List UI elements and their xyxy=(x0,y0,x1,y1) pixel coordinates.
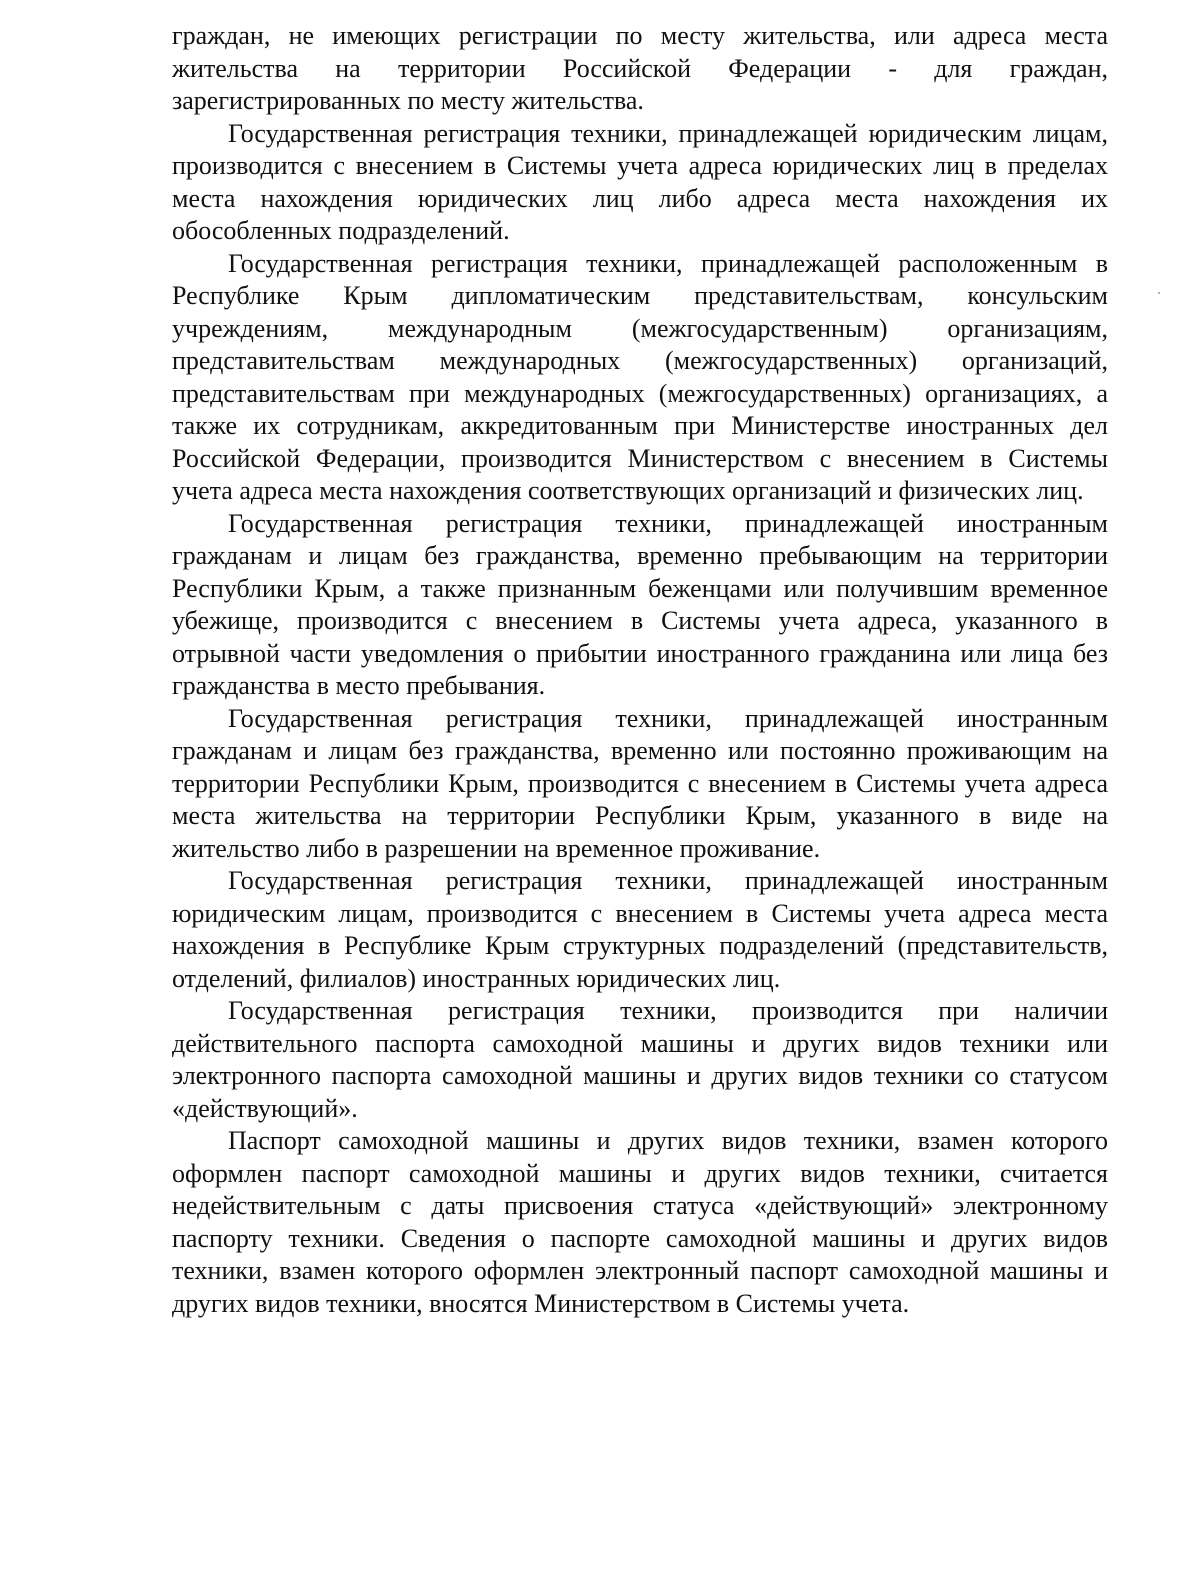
paragraph-foreign-legal-entities: Государственная регистрация техники, принадлежащей иностранным юридическим лицам, производится с внесением в Системы учета адреса места нахождения в Республике Крым структурных подразделений (представительств, отделений, филиалов) иностранных юридических лиц. xyxy=(172,866,1108,993)
paragraph-diplomatic-missions: Государственная регистрация техники, принадлежащей расположенным в Республике Крым дипломатическим представительствам, консульским учреждениям, международным (межгосударственным) организациям, представительствам международных (межгосударственных) организаций, представительствам при международных (межгосударственных) организациях, а также их сотрудникам, аккредитованным при Министерстве иностранных дел Российской Федерации, производится Министерством с внесением в Системы учета адреса места нахождения соответствующих организаций и физических лиц. xyxy=(172,248,1108,505)
paragraph-passport-requirement: Государственная регистрация техники, производится при наличии действительного паспорта самоходной машины и других видов техники или электронного паспорта самоходной машины и других видов техники со статусом «действующий». xyxy=(172,996,1108,1123)
paragraph-resident-foreigners: Государственная регистрация техники, принадлежащей иностранным гражданам и лицам без гражданства, временно или постоянно проживающим на территории Республики Крым, производится с внесением в Системы учета адреса места жительства на территории Республики Крым, указанного в виде на жительство либо в разрешении на временное проживание. xyxy=(172,703,1108,863)
paragraph-continuation: граждан, не имеющих регистрации по месту жительства, или адреса места жительства на территории Российской Федерации - для граждан, зарегистрированных по месту жительства. xyxy=(172,21,1108,115)
paragraph-legal-entities: Государственная регистрация техники, принадлежащей юридическим лицам, производится с внесением в Системы учета адреса юридических лиц в пределах места нахождения юридических лиц либо адреса места нахождения их обособленных подразделений. xyxy=(172,118,1108,245)
paragraph-temporary-foreigners: Государственная регистрация техники, принадлежащей иностранным гражданам и лицам без гражданства, временно пребывающим на территории Республики Крым, а также признанным беженцами или получившим временное убежище, производится с внесением в Системы учета адреса, указанного в отрывной части уведомления о прибытии иностранного гражданина или лица без гражданства в место пребывания. xyxy=(172,508,1108,700)
scan-speck xyxy=(1158,292,1160,294)
document-page xyxy=(172,20,1108,1320)
paragraph-passport-invalidation: Паспорт самоходной машины и других видов техники, взамен которого оформлен паспорт самоходной машины и других видов техники, считается недействительным с даты присвоения статуса «действующий» электронному паспорту техники. Сведения о паспорте самоходной машины и других видов техники, взамен которого оформлен электронный паспорт самоходной машины и других видов техники, вносятся Министерством в Системы учета. xyxy=(172,1126,1108,1318)
